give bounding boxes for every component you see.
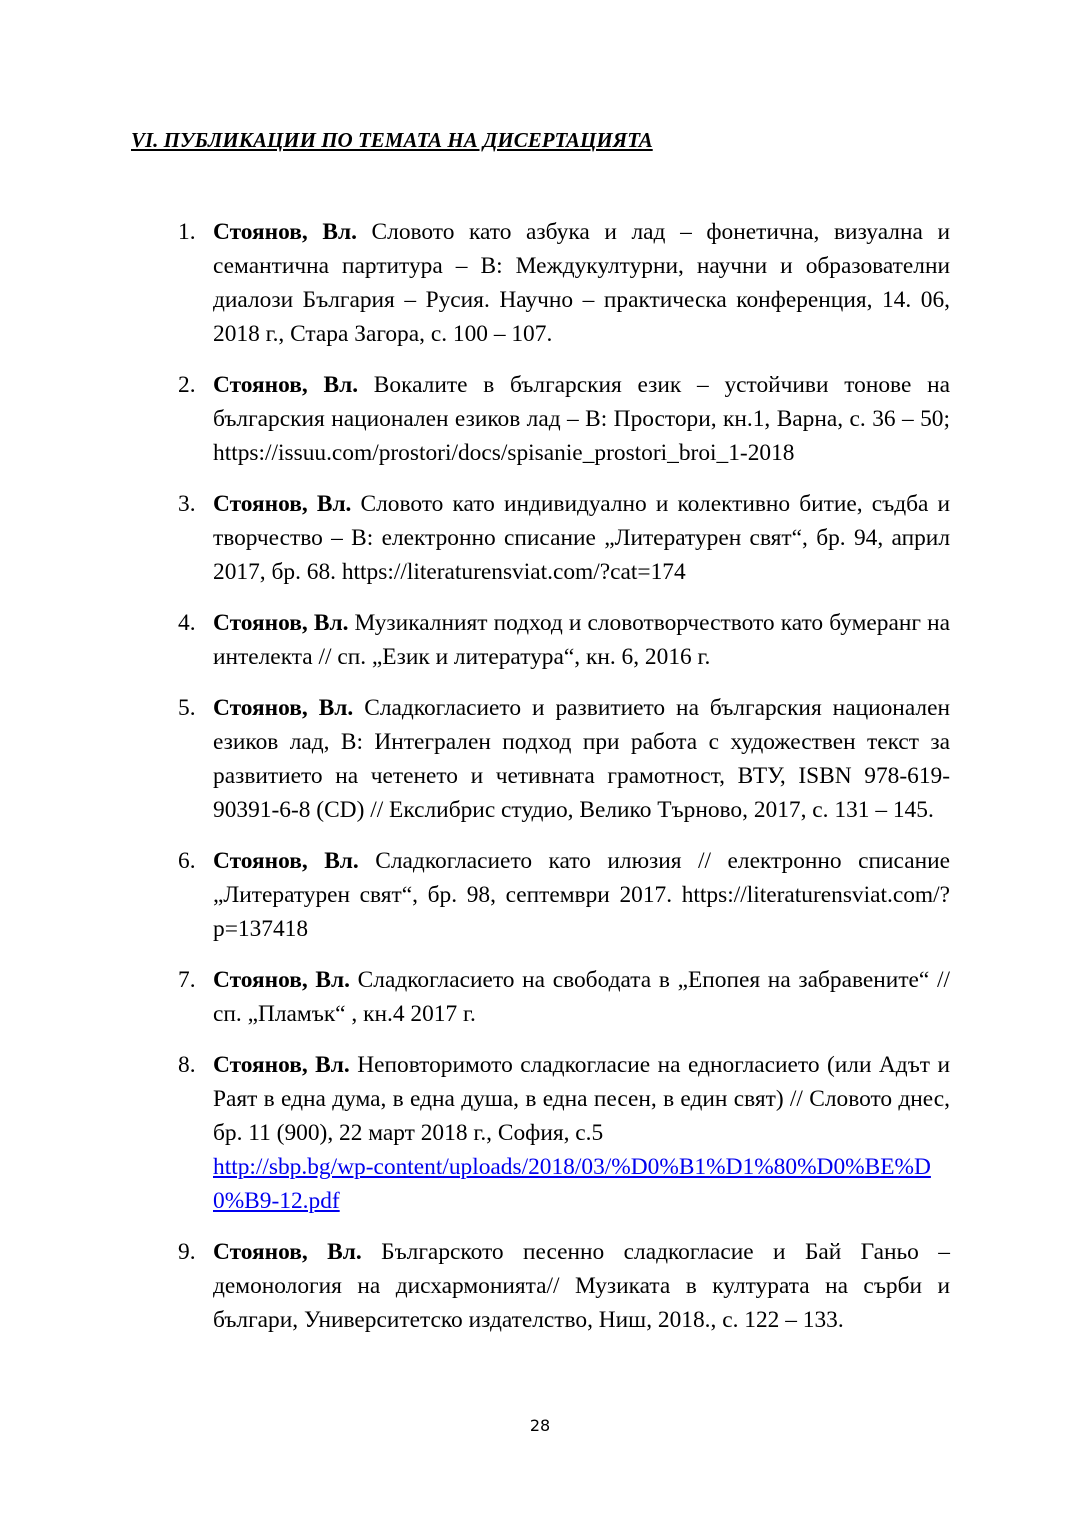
item-author: Стоянов, Вл. bbox=[213, 219, 357, 245]
list-item bbox=[178, 368, 950, 470]
list-item bbox=[178, 963, 950, 1031]
item-number: 8. bbox=[178, 1052, 196, 1078]
item-number: 7. bbox=[178, 967, 196, 993]
item-author: Стоянов, Вл. bbox=[213, 372, 359, 398]
item-author: Стоянов, Вл. bbox=[213, 1052, 350, 1078]
list-item bbox=[178, 606, 950, 674]
item-author: Стоянов, Вл. bbox=[213, 1239, 362, 1265]
list-item bbox=[178, 215, 950, 351]
item-number: 1. bbox=[178, 219, 196, 245]
list-item bbox=[178, 1235, 950, 1337]
list-item bbox=[178, 1048, 950, 1218]
item-text: Словото като индивидуално и колективно битие, съдба и творчество – В: електронно списание „Литературен свят“, бр. 94, април 2017, бр. 68. https://literaturensviat.com/?cat=174 bbox=[213, 491, 950, 585]
item-text: Словото като азбука и лад – фонетична, визуална и семантична партитура – В: Междукултурни, научни и образователни диалози България – Русия. Научно – практическа конференция, 14. 06, 2018 г., Стара Загора, с. 100 – 107. bbox=[213, 219, 950, 347]
item-number: 5. bbox=[178, 695, 196, 721]
item-author: Стоянов, Вл. bbox=[213, 610, 349, 636]
item-text: Българското песенно сладкогласие и Бай Ганьо – демонология на дисхармонията// Музиката в културата на сърби и българи, Университетско издателство, Ниш, 2018., с. 122 – 133. bbox=[213, 1239, 950, 1333]
item-author: Стоянов, Вл. bbox=[213, 967, 350, 993]
item-number: 6. bbox=[178, 848, 196, 874]
item-text: Сладкогласието на свободата в „Епопея на забравените“ // сп. „Пламък“ , кн.4 2017 г. bbox=[213, 967, 950, 1027]
item-text: Сладкогласието като илюзия // електронно списание „Литературен свят“, бр. 98, септември 2017. https://literaturensviat.com/?p=137418 bbox=[213, 848, 950, 942]
list-item bbox=[178, 844, 950, 946]
item-author: Стоянов, Вл. bbox=[213, 848, 359, 874]
section-heading: VI. ПУБЛИКАЦИИ ПО ТЕМАТА НА ДИСЕРТАЦИЯТА bbox=[131, 128, 653, 152]
item-link[interactable]: http://sbp.bg/wp-content/uploads/2018/03/%D0%B1%D1%80%D0%BE%D0%B9-12.pdf bbox=[213, 1154, 931, 1214]
page-number: 28 bbox=[529, 1416, 551, 1435]
item-text: Музикалният подход и словотворчеството като бумеранг на интелекта // сп. „Език и литература“, кн. 6, 2016 г. bbox=[213, 610, 950, 670]
item-text: Неповторимото сладкогласие на едногласието (или Адът и Раят в една дума, в една душа, в една песен, в един свят) // Словото днес, бр. 11 (900), 22 март 2018 г., София, с.5 bbox=[213, 1052, 950, 1146]
item-text: Сладкогласието и развитието на българския национален езиков лад, В: Интегрален подход при работа с художествен текст за развитието на четенето и четивната грамотност, ВТУ, ISBN 978-619-90391-6-8 (CD) // Екслибрис студио, Велико Търново, 2017, с. 131 – 145. bbox=[213, 695, 950, 823]
item-number: 9. bbox=[178, 1239, 196, 1265]
item-number: 4. bbox=[178, 610, 196, 636]
item-number: 3. bbox=[178, 491, 196, 517]
item-text: Вокалите в българския език – устойчиви тонове на българския национален езиков лад – В: Простори, кн.1, Варна, с. 36 – 50; https://issuu.com/prostori/docs/spisanie_prostori_broi_1-2018 bbox=[213, 372, 950, 466]
item-number: 2. bbox=[178, 372, 196, 398]
list-item bbox=[178, 691, 950, 827]
item-author: Стоянов, Вл. bbox=[213, 491, 352, 517]
list-item bbox=[178, 487, 950, 589]
item-author: Стоянов, Вл. bbox=[213, 695, 354, 721]
publication-list bbox=[178, 215, 950, 1354]
